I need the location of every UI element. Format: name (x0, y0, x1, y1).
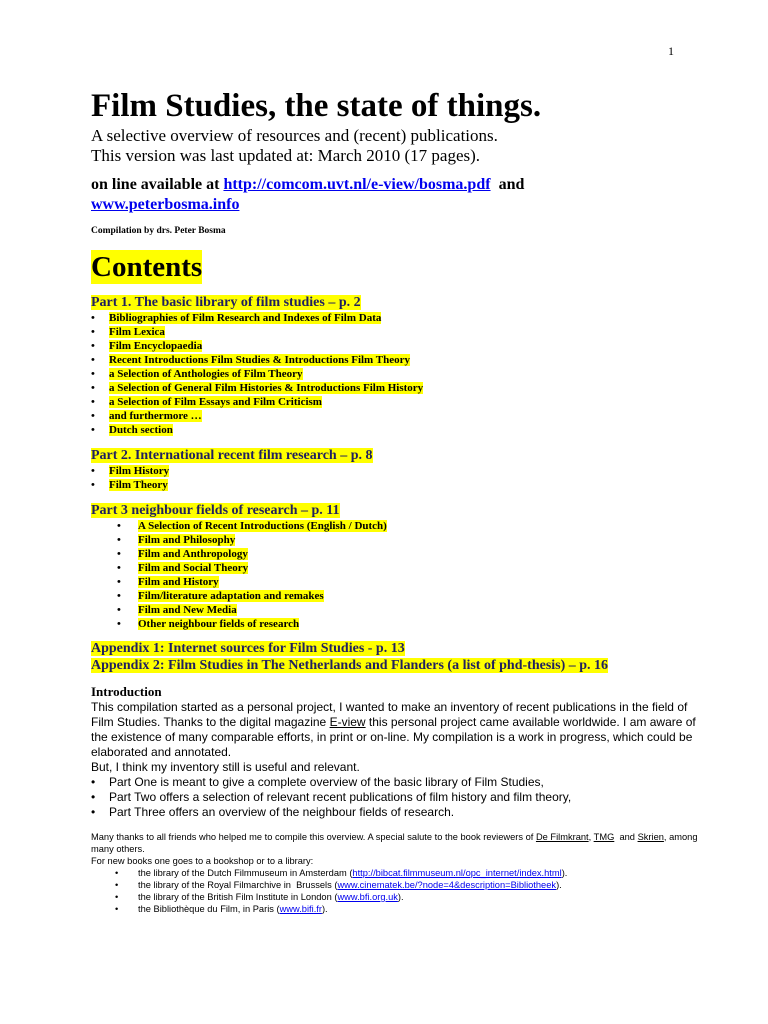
tmg-link[interactable]: TMG (593, 832, 615, 842)
list-item: • Dutch section (91, 423, 711, 437)
list-item: • Film and History (91, 575, 711, 589)
de-filmkrant-link[interactable]: De Filmkrant (535, 832, 589, 842)
part-1-title: Part 1. The basic library of film studies – p. 2 (91, 295, 361, 310)
online-prefix: on line available at (91, 176, 224, 193)
acknowledgements: Many thanks to all friends who helped me to compile this overview. A special salute to the book reviewers of De Filmkrant, TMG and Skrien, among many others. (91, 832, 698, 854)
part-2-title: Part 2. International recent film research – p. 8 (91, 448, 373, 463)
introduction-list (91, 775, 711, 820)
list-item: • Other neighbour fields of research (91, 617, 711, 631)
introduction-heading: Introduction (91, 684, 162, 699)
document-title: Film Studies, the state of things. (91, 88, 542, 124)
list-item: • Film and Anthropology (91, 547, 711, 561)
online-and: and (490, 176, 525, 193)
list-item: • the library of the Dutch Filmmuseum in Amsterdam (http://bibcat.filmmuseum.nl/opc_internet/index.html). (91, 867, 711, 879)
list-item: • Recent Introductions Film Studies & Introductions Film Theory (91, 353, 711, 367)
list-item: • Part Two offers a selection of relevant recent publications of film history and film theory, (91, 790, 711, 805)
list-item: • and furthermore … (91, 409, 711, 423)
part-2-list (91, 464, 711, 492)
bfi-link[interactable]: www.bfi.org.uk (337, 892, 398, 902)
e-view-link[interactable]: E-view (329, 715, 366, 729)
list-item: • Film Encyclopaedia (91, 339, 711, 353)
list-item: • a Selection of General Film Histories & Introductions Film History (91, 381, 711, 395)
appendix-1: Appendix 1: Internet sources for Film Studies - p. 13 (91, 641, 405, 656)
list-item: • Film Lexica (91, 325, 711, 339)
list-item: • Film History (91, 464, 711, 478)
filmmuseum-link[interactable]: http://bibcat.filmmuseum.nl/opc_internet/index.html (352, 868, 562, 878)
introduction-paragraph-2: But, I think my inventory still is useful and relevant. (91, 760, 360, 774)
library-intro: For new books one goes to a bookshop or to a library: (91, 856, 314, 866)
library-list (91, 867, 711, 915)
introduction-paragraph: This compilation started as a personal project, I wanted to make an inventory of recent publications in the field of Film Studies. Thanks to the digital magazine E-view this personal project came available worldwide. I am aware of the existence of many comparable efforts, in print or on-line. My compilation is a work in progress, which could be elaborated and annotated. (91, 700, 696, 759)
contents-heading: Contents (91, 251, 203, 283)
bifi-link[interactable]: www.bifi.fr (279, 904, 322, 914)
list-item: • a Selection of Film Essays and Film Criticism (91, 395, 711, 409)
cinematek-link[interactable]: www.cinematek.be/?node=4&description=Bibliotheek (337, 880, 557, 890)
toc-part-2 (91, 446, 711, 492)
online-availability (91, 175, 711, 215)
list-item: • A Selection of Recent Introductions (English / Dutch) (91, 519, 711, 533)
list-item: • Part One is meant to give a complete overview of the basic library of Film Studies, (91, 775, 711, 790)
toc-part-1 (91, 293, 711, 437)
toc-part-3 (91, 501, 711, 631)
appendix-2: Appendix 2: Film Studies in The Netherlands and Flanders (a list of phd-thesis) – p. 16 (91, 658, 609, 673)
list-item: • Film and Philosophy (91, 533, 711, 547)
part-1-list (91, 311, 711, 437)
subtitle-line-2: This version was last updated at: March 2010 (17 pages). (91, 146, 481, 165)
peterbosma-link[interactable]: www.peterbosma.info (91, 196, 240, 213)
list-item: • the library of the Royal Filmarchive in Brussels (www.cinematek.be/?node=4&description=Bibliotheek). (91, 879, 711, 891)
list-item: • Film/literature adaptation and remakes (91, 589, 711, 603)
part-3-list (91, 519, 711, 631)
part-3-title: Part 3 neighbour fields of research – p. 11 (91, 503, 340, 518)
compiled-by: Compilation by drs. Peter Bosma (91, 226, 226, 236)
list-item: • the library of the British Film Institute in London (www.bfi.org.uk). (91, 891, 711, 903)
list-item: • Film Theory (91, 478, 711, 492)
list-item: • Part Three offers an overview of the neighbour fields of research. (91, 805, 711, 820)
document-body (91, 86, 711, 915)
bosma-pdf-link[interactable]: http://comcom.uvt.nl/e-view/bosma.pdf (223, 176, 491, 193)
subtitle-line-1: A selective overview of resources and (recent) publications. (91, 126, 498, 145)
list-item: • a Selection of Anthologies of Film Theory (91, 367, 711, 381)
list-item: • Bibliographies of Film Research and Indexes of Film Data (91, 311, 711, 325)
page-number: 1 (668, 44, 674, 58)
list-item: • Film and Social Theory (91, 561, 711, 575)
list-item: • Film and New Media (91, 603, 711, 617)
list-item: • the Bibliothèque du Film, in Paris (www.bifi.fr). (91, 903, 711, 915)
skrien-link[interactable]: Skrien (637, 832, 664, 842)
